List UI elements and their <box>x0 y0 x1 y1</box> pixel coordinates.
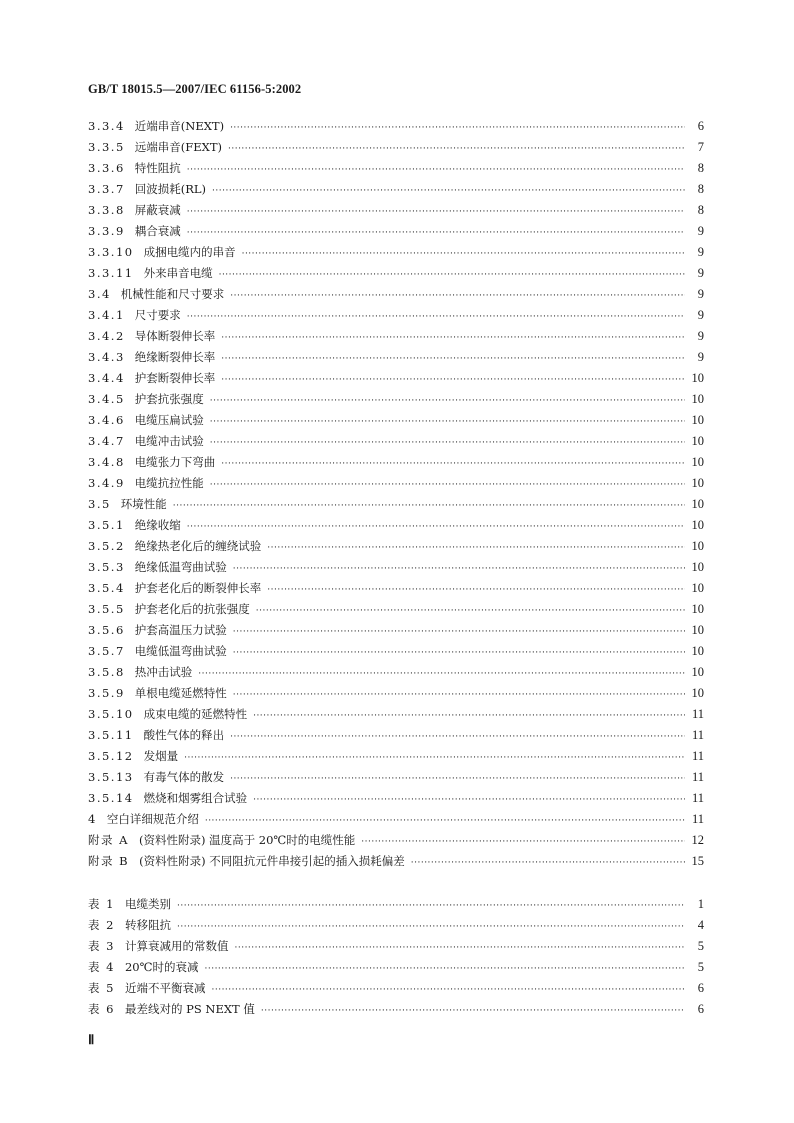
toc-entry[interactable] <box>88 202 704 223</box>
entry-title: 机械性能和尺寸要求 <box>120 287 225 301</box>
entry-number: 附录 B <box>88 854 130 868</box>
entry-number: 3.3.11 <box>88 266 134 280</box>
entry-page: 11 <box>691 707 704 721</box>
entry-title: 热冲击试验 <box>134 665 193 679</box>
dot-leader <box>253 795 685 805</box>
table-list-entry[interactable] <box>88 980 704 1001</box>
dot-leader <box>228 144 685 154</box>
table-list-entry[interactable] <box>88 1001 704 1022</box>
entry-title: 护套断裂伸长率 <box>134 371 216 385</box>
entry-title: 有毒气体的散发 <box>143 770 225 784</box>
toc-entry[interactable] <box>88 349 704 370</box>
toc-entry[interactable] <box>88 118 704 139</box>
entry-title: 回波损耗(RL) <box>134 182 207 196</box>
toc-entry[interactable] <box>88 811 704 832</box>
dot-leader <box>219 270 685 280</box>
dot-leader <box>204 964 685 974</box>
entry-title: 环境性能 <box>120 497 167 511</box>
entry-title: 酸性气体的释出 <box>143 728 225 742</box>
entry-title: 导体断裂伸长率 <box>134 329 216 343</box>
dot-leader <box>361 837 685 847</box>
entry-page: 10 <box>691 665 704 679</box>
entry-number: 3.4.9 <box>88 476 125 490</box>
entry-page: 1 <box>697 897 704 911</box>
entry-title: 发烟量 <box>143 749 179 763</box>
entry-page: 11 <box>691 770 704 784</box>
entry-page: 10 <box>691 686 704 700</box>
entry-page: 10 <box>691 497 704 511</box>
entry-number: 3.3.7 <box>88 182 125 196</box>
entry-page: 10 <box>691 455 704 469</box>
entry-number: 3.5.3 <box>88 560 125 574</box>
entry-page: 9 <box>697 350 704 364</box>
toc-entry[interactable] <box>88 286 704 307</box>
dot-leader <box>187 228 685 238</box>
entry-title: 远端串音(FEXT) <box>134 140 222 154</box>
toc-entry[interactable] <box>88 643 704 664</box>
entry-number: 3.4 <box>88 287 111 301</box>
toc-entry[interactable] <box>88 769 704 790</box>
toc-entry[interactable] <box>88 265 704 286</box>
dot-leader <box>221 375 685 385</box>
dot-leader <box>210 396 685 406</box>
entry-title: 护套抗张强度 <box>134 392 204 406</box>
toc-entry[interactable] <box>88 832 704 853</box>
entry-number: 3.5.2 <box>88 539 125 553</box>
entry-title: 电缆冲击试验 <box>134 434 204 448</box>
entry-page: 10 <box>691 623 704 637</box>
entry-number: 表 3 <box>88 939 115 953</box>
entry-page: 9 <box>697 308 704 322</box>
dot-leader <box>256 606 685 616</box>
dot-leader <box>261 1006 685 1016</box>
toc-entry[interactable] <box>88 580 704 601</box>
dot-leader <box>230 774 685 784</box>
table-list-entry[interactable] <box>88 938 704 959</box>
entry-page: 6 <box>697 981 704 995</box>
entry-number: 3.5.1 <box>88 518 125 532</box>
entry-page: 10 <box>691 371 704 385</box>
entry-number: 表 5 <box>88 981 115 995</box>
toc-entry[interactable] <box>88 496 704 517</box>
entry-number: 3.4.1 <box>88 308 125 322</box>
entry-number: 3.3.9 <box>88 224 125 238</box>
entry-title: 成捆电缆内的串音 <box>143 245 236 259</box>
entry-number: 3.4.6 <box>88 413 125 427</box>
dot-leader <box>253 711 685 721</box>
dot-leader <box>187 312 685 322</box>
dot-leader <box>233 627 685 637</box>
dot-leader <box>233 690 685 700</box>
dot-leader <box>221 459 685 469</box>
dot-leader <box>267 543 685 553</box>
entry-page: 10 <box>691 434 704 448</box>
entry-page: 11 <box>691 791 704 805</box>
entry-number: 3.5.5 <box>88 602 125 616</box>
dot-leader <box>187 522 685 532</box>
entry-page: 5 <box>697 939 704 953</box>
dot-leader <box>177 922 685 932</box>
toc-entry[interactable] <box>88 433 704 454</box>
dot-leader <box>177 901 685 911</box>
entry-title: 电缆低温弯曲试验 <box>134 644 227 658</box>
dot-leader <box>210 480 685 490</box>
dot-leader <box>221 354 685 364</box>
entry-page: 10 <box>691 539 704 553</box>
toc-entry[interactable] <box>88 391 704 412</box>
entry-title: 电缆抗拉性能 <box>134 476 204 490</box>
entry-page: 10 <box>691 518 704 532</box>
toc-entry[interactable] <box>88 454 704 475</box>
entry-title: 绝缘断裂伸长率 <box>134 350 216 364</box>
entry-title: 20℃时的衰减 <box>124 960 199 974</box>
entry-title: (资料性附录) 不同阻抗元件串接引起的插入损耗偏差 <box>139 854 405 868</box>
entry-title: 绝缘收缩 <box>134 518 181 532</box>
toc-entry[interactable] <box>88 664 704 685</box>
entry-title: 护套高温压力试验 <box>134 623 227 637</box>
entry-number: 3.5.11 <box>88 728 134 742</box>
entry-page: 8 <box>697 161 704 175</box>
entry-number: 3.3.8 <box>88 203 125 217</box>
entry-title: 空白详细规范介绍 <box>106 812 199 826</box>
entry-page: 15 <box>691 854 704 868</box>
entry-page: 4 <box>697 918 704 932</box>
entry-number: 3.4.2 <box>88 329 125 343</box>
entry-page: 10 <box>691 602 704 616</box>
entry-number: 3.4.4 <box>88 371 125 385</box>
table-list-entry[interactable] <box>88 917 704 938</box>
entry-page: 9 <box>697 329 704 343</box>
entry-title: 护套老化后的抗张强度 <box>134 602 250 616</box>
entry-title: 绝缘低温弯曲试验 <box>134 560 227 574</box>
entry-title: 护套老化后的断裂伸长率 <box>134 581 262 595</box>
table-of-contents <box>88 118 704 874</box>
entry-page: 9 <box>697 287 704 301</box>
entry-title: 耦合衰减 <box>134 224 181 238</box>
entry-page: 8 <box>697 182 704 196</box>
entry-page: 5 <box>697 960 704 974</box>
entry-page: 10 <box>691 476 704 490</box>
page-number: Ⅱ <box>88 1032 95 1047</box>
entry-title: 燃烧和烟雾组合试验 <box>143 791 248 805</box>
entry-number: 4 <box>88 812 97 826</box>
toc-entry[interactable] <box>88 223 704 244</box>
toc-entry[interactable] <box>88 853 704 874</box>
toc-entry[interactable] <box>88 559 704 580</box>
entry-page: 9 <box>697 224 704 238</box>
entry-page: 11 <box>691 728 704 742</box>
entry-title: 电缆张力下弯曲 <box>134 455 216 469</box>
entry-number: 3.5.7 <box>88 644 125 658</box>
entry-page: 7 <box>697 140 704 154</box>
entry-title: 电缆压扁试验 <box>134 413 204 427</box>
entry-number: 3.3.5 <box>88 140 125 154</box>
dot-leader <box>234 943 685 953</box>
toc-entry[interactable] <box>88 181 704 202</box>
toc-entry[interactable] <box>88 685 704 706</box>
entry-page: 9 <box>697 245 704 259</box>
entry-title: 电缆类别 <box>124 897 171 911</box>
toc-entry[interactable] <box>88 244 704 265</box>
entry-number: 3.5.12 <box>88 749 134 763</box>
dot-leader <box>230 291 685 301</box>
entry-number: 表 6 <box>88 1002 115 1016</box>
entry-page: 6 <box>697 119 704 133</box>
entry-title: 计算衰减用的常数值 <box>124 939 229 953</box>
entry-title: (资料性附录) 温度高于 20℃时的电缆性能 <box>138 833 356 847</box>
dot-leader <box>411 858 685 868</box>
entry-page: 6 <box>697 1002 704 1016</box>
dot-leader <box>205 816 685 826</box>
dot-leader <box>242 249 685 259</box>
entry-number: 3.5.8 <box>88 665 125 679</box>
entry-number: 3.4.5 <box>88 392 125 406</box>
entry-number: 3.5 <box>88 497 111 511</box>
table-list-entry[interactable] <box>88 896 704 917</box>
entry-page: 10 <box>691 581 704 595</box>
toc-entry[interactable] <box>88 160 704 181</box>
dot-leader <box>198 669 685 679</box>
dot-leader <box>187 165 685 175</box>
entry-page: 12 <box>691 833 704 847</box>
entry-number: 3.5.9 <box>88 686 125 700</box>
entry-title: 成束电缆的延燃特性 <box>143 707 248 721</box>
entry-number: 3.5.10 <box>88 707 134 721</box>
entry-title: 外来串音电缆 <box>143 266 213 280</box>
dot-leader <box>210 438 685 448</box>
entry-number: 3.3.6 <box>88 161 125 175</box>
entry-title: 绝缘热老化后的缠绕试验 <box>134 539 262 553</box>
entry-number: 3.5.14 <box>88 791 134 805</box>
entry-number: 3.5.13 <box>88 770 134 784</box>
entry-number: 3.5.4 <box>88 581 125 595</box>
toc-entry[interactable] <box>88 307 704 328</box>
dot-leader <box>187 207 685 217</box>
dot-leader <box>221 333 685 343</box>
toc-entry[interactable] <box>88 727 704 748</box>
toc-entry[interactable] <box>88 706 704 727</box>
toc-entry[interactable] <box>88 139 704 160</box>
entry-number: 表 4 <box>88 960 115 974</box>
dot-leader <box>184 753 685 763</box>
entry-page: 10 <box>691 392 704 406</box>
toc-entry[interactable] <box>88 412 704 433</box>
dot-leader <box>230 123 685 133</box>
entry-page: 11 <box>691 749 704 763</box>
dot-leader <box>233 564 685 574</box>
entry-number: 表 1 <box>88 897 115 911</box>
entry-title: 屏蔽衰减 <box>134 203 181 217</box>
entry-number: 3.3.10 <box>88 245 134 259</box>
document-header: GB/T 18015.5—2007/IEC 61156-5:2002 <box>88 82 302 96</box>
entry-number: 3.4.8 <box>88 455 125 469</box>
entry-page: 10 <box>691 644 704 658</box>
toc-entry[interactable] <box>88 748 704 769</box>
entry-page: 11 <box>691 812 704 826</box>
entry-number: 附录 A <box>88 833 129 847</box>
dot-leader <box>267 585 685 595</box>
entry-page: 10 <box>691 560 704 574</box>
toc-entry[interactable] <box>88 517 704 538</box>
dot-leader <box>212 186 685 196</box>
toc-entry[interactable] <box>88 328 704 349</box>
table-list-entry[interactable] <box>88 959 704 980</box>
entry-title: 近端不平衡衰减 <box>124 981 206 995</box>
entry-title: 近端串音(NEXT) <box>134 119 225 133</box>
entry-number: 表 2 <box>88 918 115 932</box>
entry-number: 3.4.7 <box>88 434 125 448</box>
list-of-tables <box>88 896 704 1022</box>
dot-leader <box>211 985 685 995</box>
entry-title: 最差线对的 PS NEXT 值 <box>124 1002 255 1016</box>
entry-page: 9 <box>697 266 704 280</box>
toc-entry[interactable] <box>88 790 704 811</box>
entry-number: 3.5.6 <box>88 623 125 637</box>
entry-title: 单根电缆延燃特性 <box>134 686 227 700</box>
entry-number: 3.3.4 <box>88 119 125 133</box>
toc-entry[interactable] <box>88 601 704 622</box>
dot-leader <box>233 648 685 658</box>
toc-entry[interactable] <box>88 370 704 391</box>
entry-title: 转移阻抗 <box>124 918 171 932</box>
dot-leader <box>230 732 685 742</box>
toc-entry[interactable] <box>88 622 704 643</box>
toc-entry[interactable] <box>88 538 704 559</box>
entry-page: 10 <box>691 413 704 427</box>
entry-title: 尺寸要求 <box>134 308 181 322</box>
entry-number: 3.4.3 <box>88 350 125 364</box>
entry-title: 特性阻抗 <box>134 161 181 175</box>
entry-page: 8 <box>697 203 704 217</box>
dot-leader <box>210 417 685 427</box>
toc-entry[interactable] <box>88 475 704 496</box>
dot-leader <box>173 501 685 511</box>
